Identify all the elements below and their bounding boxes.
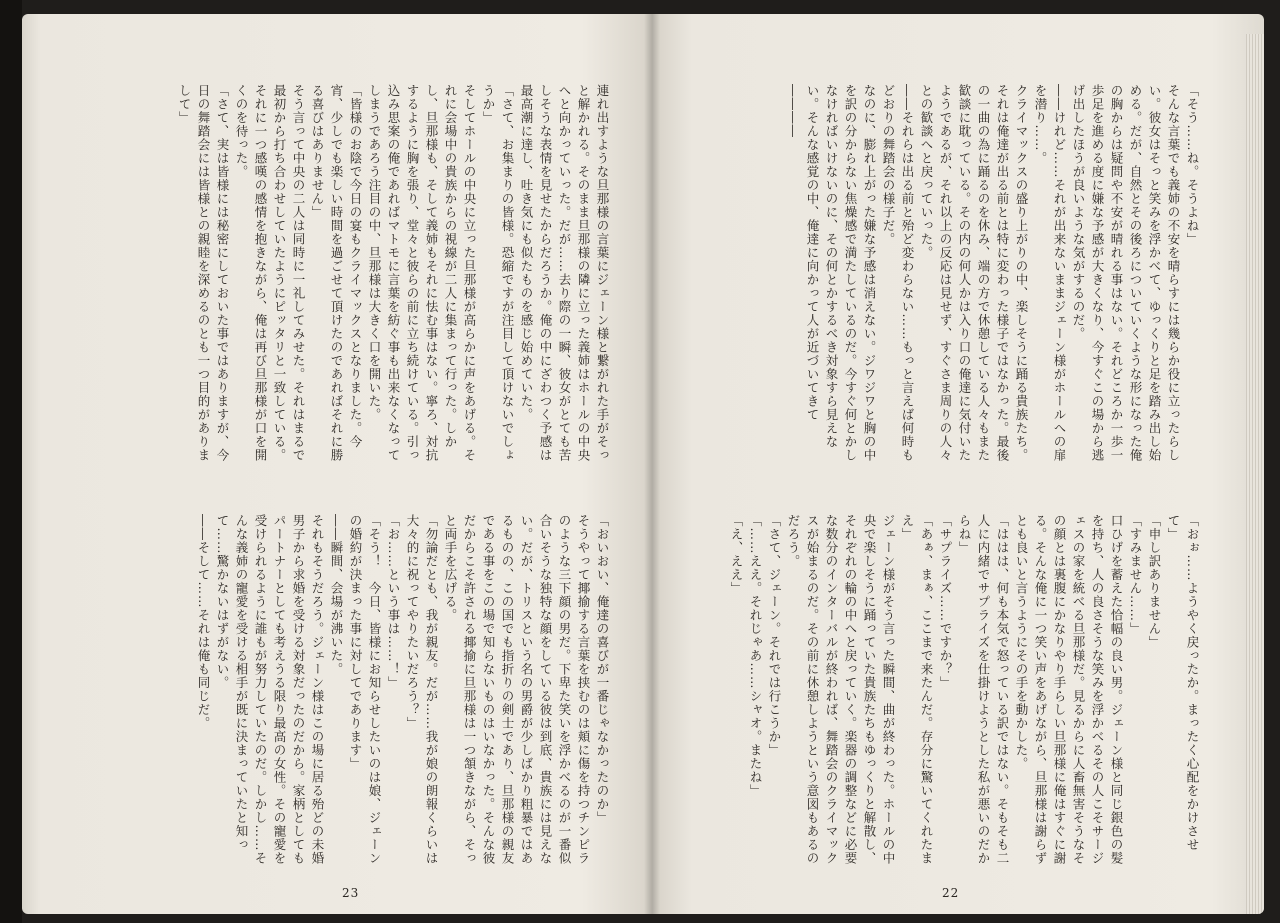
- background-edge: [0, 0, 22, 923]
- right-page-number: 22: [942, 886, 960, 900]
- left-page-top-text: 連れ出すような旦那様の言葉にジェーン様と繋がれた手がそっと解かれる。そのまま旦那様の隣に立った義姉はホールの中央へと向かっていった。だが……去り際の一瞬、彼女がとても苦しそうな表情を見せたからだろうか。俺の中にざわつく予感は最高潮に達し、吐き気にも似たものを感じ始めていた。 「さて、お集まりの皆様。恐縮ですが注目して頂けないでしょうか」 そしてホールの中央に立った旦那様が高らかに声をあげる。それに会場中の貴族からの視線が二人に集まって行った。しかし、旦那様も、そして義姉もそれに怯む事はない。寧ろ、対抗するように胸を張り、堂々と彼らの前に立ち続けている。引っ込み思案の俺であればマトモに言葉を紡ぐ事も出来なくなってしまうであろう注目の中、旦那様は大きく口を開いた。 「皆様のお陰で今日の宴もクライマックスとなりました。今宵、少しでも楽しい時間を過ごせて頂けたのであればそれに勝る喜びはありません」 そう言って中央の二人は同時に一礼してみせた。それはまるで最初から打ち合わせしていたようにピッタリと一致している。それに一つ感嘆の感情を抱きながら、俺は再び旦那様が口を開くのを待った。 「さて、実は皆様には秘密にしておいた事ではありますが、今日の舞踏会には皆様との親睦を深めるのとも一つ目的がありまして」: [177, 84, 610, 462]
- book-gutter: [644, 14, 660, 914]
- page-edges: [1246, 34, 1264, 914]
- left-page: [22, 14, 652, 914]
- right-page-bottom-text: 「おぉ……ようやく戻ったか。まったく心配をかけさせて」 「申し訳ありません」 「すみません……」 口ひげを蓄えた恰幅の良い男。ジェーン様と同じ銀色の髪を持ち、人の良さそうな笑みを浮かべるその人こそサージェスの家を統べる旦那様だ。見るからに人畜無害そうなその顔とは裏腹にかなりやり手らしい旦那様に俺はすぐに謝る。そんな俺に一つ笑い声をあげながら、旦那様は謝らずとも良いと言うようにその手を動かした。 「ははは、何も本気で怒っている訳ではない。そもそも二人に内緒でサプライズを仕掛けようとした私が悪いのだからね」 「サプライズ……ですか？」 「あぁ、まぁ、ここまで来たんだ。存分に驚いてくれたまえ」 ジェーン様がそう言った瞬間、曲が終わった。ホールの中央で楽しそうに踊っていた貴族たちもゆっくりと解散し、それぞれの輪の中へと戻っていく。楽器の調整などに必要な数分のインターバルが終われば、舞踏会のクライマックスが始まるのだ。その前に休憩しようという意図もあるのだろう。 「さて、ジェーン。それでは行こうか」 「……ええ。それじゃあ……シャオ。またね」 「え、ええ」: [729, 514, 1200, 865]
- right-page-top-text: 「そう……ね。そうよね」 そんな言葉でも義姉の不安を晴らすには幾らか役に立ったらしい。彼女はそっと笑みを浮かべて、ゆっくりと足を踏み出し始める。だが、自然とその後ろについていくような形になった俺の胸からは疑問や不安が晴れる事はない。それどころか一歩一歩足を進める度に嫌な予感が大きくなり、今すぐこの場から逃げ出したほうが良いような気がするのだ。 ――けれど……それが出来ないままジェーン様がホールへの扉を潜り……。 クライマックスの盛り上がりの中、楽しそうに踊る貴族たち。それは俺達が出る前とは特に変わった様子ではなかった。最後の一曲の為に踊るのを休み、端の方で休憩している人々もまた歓談に耽っている。その内の何人かは入り口の俺達に気付いたようであるが、それ以上の反応は見せず、すぐさま周りの人々との歓談へと戻っていった。 ――それらは出る前と殆ど変わらない……もっと言えば何時もどおりの舞踏会の様子だ。 なのに、膨れ上がった嫌な予感は消えない。ジワジワと胸の中を訳の分からない焦燥感で満たしているのだ。今すぐ何とかしなければいけないのに、その何とかするべき対象すら見えない。そんな感覚の中、俺達に向かって人が近づいてきて――――: [786, 84, 1200, 462]
- left-page-bottom-text: 「おいおい、俺達の喜びが一番じゃなかったのか」 そうやって揶揄する言葉を挟むのは頬に傷を持つチンピラのような三下顔の男だ。下卑た笑いを浮かべるのが一番似合いそうな独特な顔をしている彼は到底、貴族には見えない。だが、トリスという名の男爵が少しばかり粗暴ではあるものの、この国でも指折りの剣士であり、旦那様の親友である事をこの場で知らないものはいなかった。そんな彼だからこそ許される揶揄に旦那様は一つ頷きながら、そっと両手を広げる。 「勿論だとも、我が親友。だが……我が娘の朗報くらいは大々的に祝ってやりたいだろう？」 「お……という事は……！」 「そう！ 今日、皆様にお知らせしたいのは娘、ジェーンの婚約が決まった事に対してであります」 ――瞬間、会場が沸いた。 それもそうだろう。ジェーン様はこの場に居る殆どの未婚男子から求婚を受ける対象だったのだから。家柄としてもパートナーとしても考えうる限り最高の女性。その寵愛を受けられるように誰もが努力していたのだ。しかし……そんな義姉の寵愛を受ける相手が既に決まっていたと知って……驚かないはずがない。 ――そして……それは俺も同じだ。: [196, 514, 610, 865]
- left-page-number: 23: [342, 886, 360, 900]
- right-page: [652, 14, 1264, 914]
